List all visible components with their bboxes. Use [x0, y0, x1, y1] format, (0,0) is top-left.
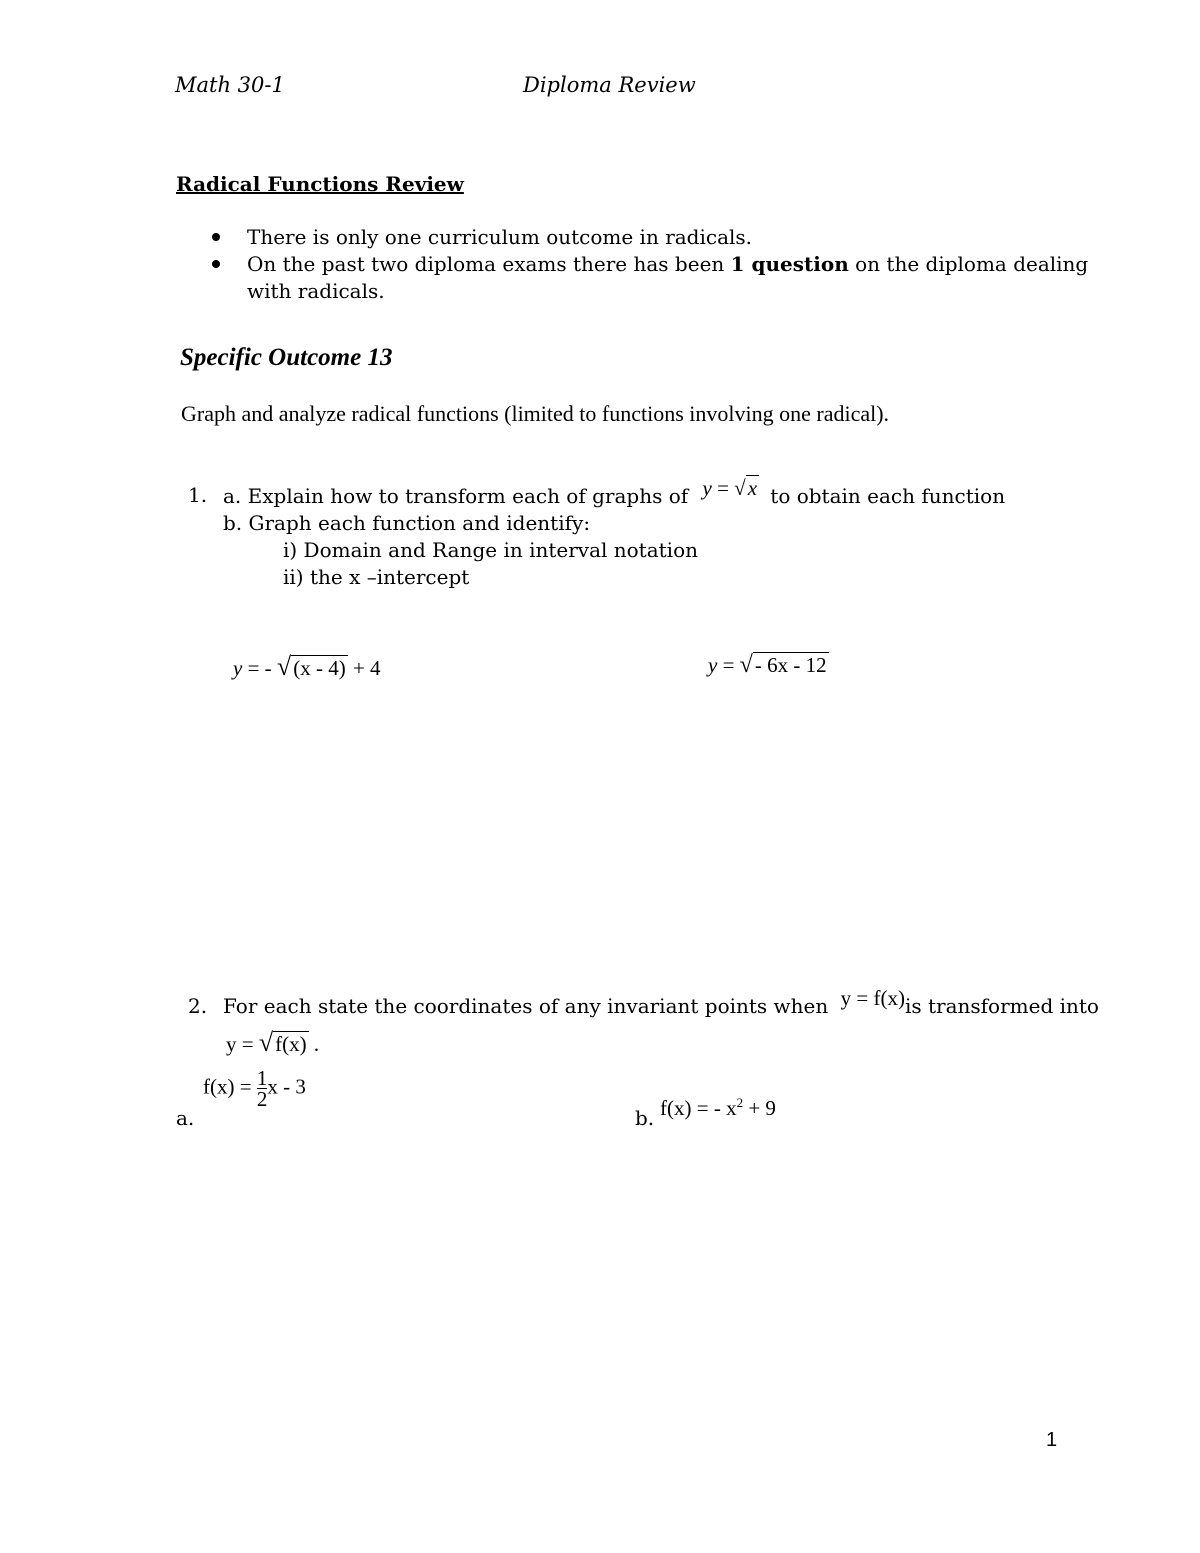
bullet-dot-2	[212, 260, 220, 268]
q2-target-lhs: y =	[226, 1032, 259, 1056]
q2-target-equation: y = √f(x) .	[226, 1028, 320, 1057]
q1-base-function: y = √x	[702, 476, 758, 500]
bullet-text-2-continued: with radicals.	[247, 279, 385, 303]
q2-b-lhs: f(x) = - x	[660, 1096, 737, 1120]
q2-a-numerator: 1	[256, 1066, 268, 1090]
q1-left-eq: = -	[242, 656, 277, 680]
q2-text	[223, 986, 1099, 1019]
course-header: Math 30-1	[175, 73, 285, 97]
q1-part-b: b. Graph each function and identify:	[223, 511, 591, 535]
q2-number: 2.	[188, 994, 208, 1018]
q2-a-equation	[203, 1068, 306, 1109]
section-title: Radical Functions Review	[176, 172, 464, 196]
outcome-text: Graph and analyze radical functions (limited to functions involving one radical).	[181, 401, 890, 426]
bullet-2-bold: 1 question	[730, 252, 849, 276]
q1-number: 1.	[188, 483, 208, 507]
q1-left-tail: + 4	[347, 656, 381, 680]
bullet-2-pre: On the past two diploma exams there has been	[247, 252, 731, 276]
q2-a-tail: x - 3	[267, 1074, 306, 1099]
q2-b-exponent: 2	[736, 1095, 744, 1110]
document-header: Diploma Review	[523, 73, 696, 97]
q1-a-pre: a. Explain how to transform each of graphs of	[223, 484, 689, 508]
q2-text-post: is transformed into	[904, 994, 1099, 1018]
q2-a-label: a.	[176, 1106, 195, 1130]
sqrt-symbol-icon: √	[258, 1028, 274, 1057]
q2-target-radicand: f(x)	[275, 1032, 307, 1056]
sqrt-symbol-icon: √	[276, 652, 292, 681]
bullet-2-post: on the diploma dealing	[848, 252, 1089, 276]
page-number: 1	[1046, 1429, 1058, 1451]
outcome-title: Specific Outcome 13	[180, 344, 393, 371]
q1-item-ii: ii) the x –intercept	[283, 565, 470, 589]
q2-b-tail: + 9	[743, 1096, 776, 1120]
q2-a-fraction	[257, 1068, 268, 1109]
q2-a-lhs: f(x) =	[203, 1074, 257, 1099]
q2-base-equation: y = f(x)	[840, 986, 905, 1010]
q2-b-label: b.	[635, 1106, 655, 1130]
q1-right-eq: =	[717, 653, 740, 677]
q1-part-a	[223, 476, 1006, 509]
bullet-dot-1	[212, 233, 220, 241]
sqrt-symbol-icon: √	[739, 652, 753, 678]
q1-equation-right	[708, 652, 829, 679]
q1-item-i: i) Domain and Range in interval notation	[283, 538, 698, 562]
q1-a-post: to obtain each function	[770, 484, 1006, 508]
q2-text-pre: For each state the coordinates of any invariant points when	[223, 994, 829, 1018]
q1-right-radicand: - 6x - 12	[754, 653, 827, 677]
q2-b-equation	[660, 1095, 776, 1121]
q1-left-radicand: (x - 4)	[293, 656, 346, 680]
bullet-text-2	[247, 252, 1088, 276]
q2-a-denominator: 2	[256, 1087, 268, 1111]
bullet-text-1: There is only one curriculum outcome in radicals.	[247, 225, 753, 249]
q1-left-lhs: y	[233, 656, 243, 680]
q1-equation-left	[233, 652, 381, 682]
q1-right-lhs: y	[708, 653, 718, 677]
